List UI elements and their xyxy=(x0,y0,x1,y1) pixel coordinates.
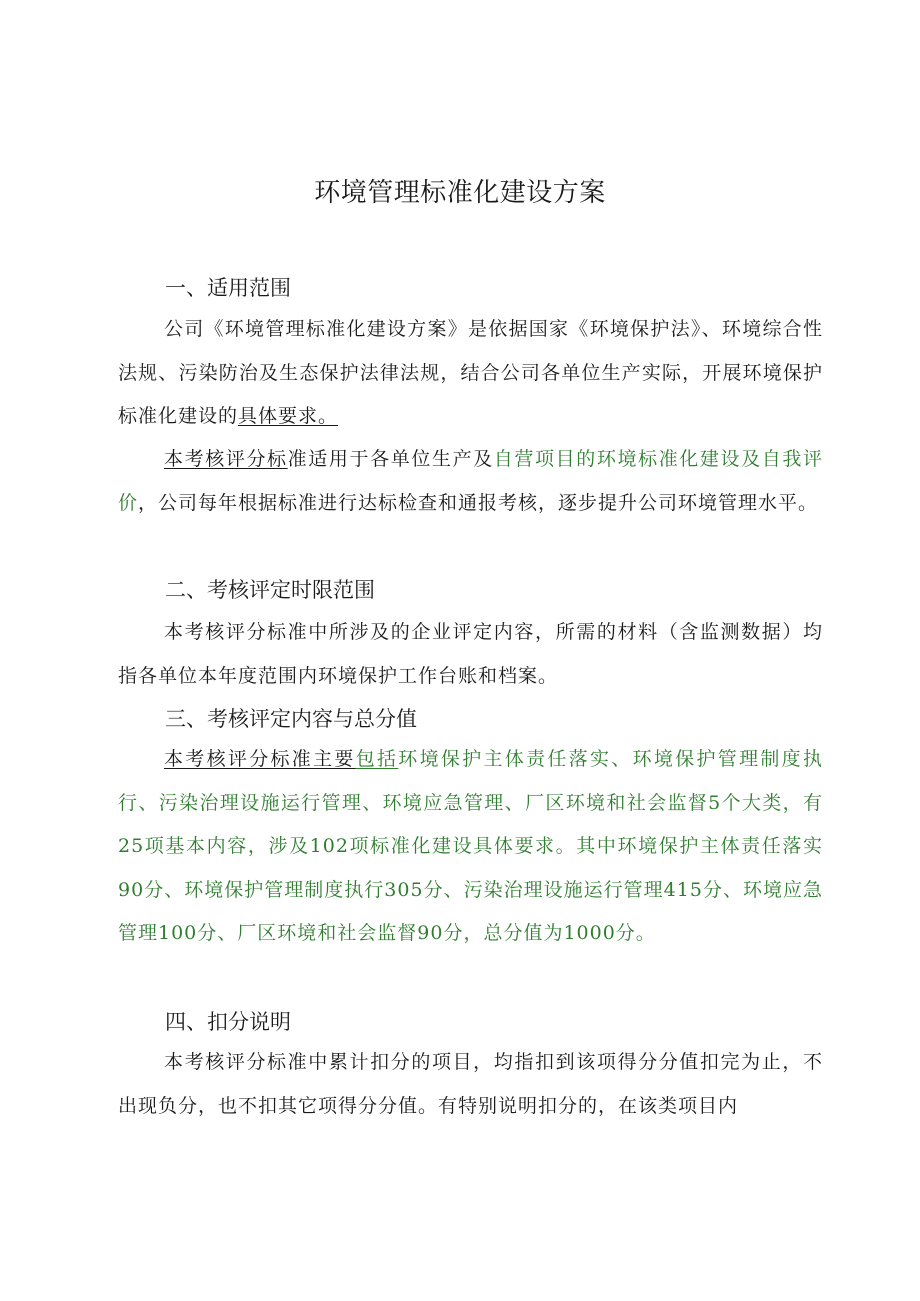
section-3-heading: 三、考核评定内容与总分值 xyxy=(165,707,417,731)
section-4-heading: 四、扣分说明 xyxy=(165,1010,291,1034)
section-3-paragraph-1-underlined: 本考核评分标准主要 xyxy=(164,748,356,770)
section-3-paragraph-1-green: 环境保护主体责任落实、环境保护管理制度执行、污染治理设施运行管理、环境应急管理、厂区环境和社会监督5个大类，有25项基本内容，涉及102项标准化建设具体要求。其中环境保护主体责任落实90分、环境保护管理制度执行305分、污染治理设施运行管理415分、环境应急管理100分、厂区环境和社会监督90分，总分值为1000分。 xyxy=(118,748,823,944)
section-3-paragraph-1-underlined-green: 包括 xyxy=(355,748,399,770)
section-1-paragraph-2-text-b: ，公司每年根据标准进行达标检查和通报考核，逐步提升公司环境管理水平。 xyxy=(138,491,819,514)
section-1-paragraph-2-text-a: 准适用于各单位生产及 xyxy=(287,448,494,470)
section-1-paragraph-1-text: 公司《环境管理标准化建设方案》是依据国家《环境保护法》、环境综合性法规、污染防治及生态保护法律法规，结合公司各单位生产实际，开展环境保护标准化建设的 xyxy=(118,318,823,427)
section-1-paragraph-2-underlined: 本考核评分标 xyxy=(164,448,288,470)
section-1-paragraph-2 xyxy=(118,438,823,525)
section-3-paragraph-1 xyxy=(118,738,823,956)
section-2-heading: 二、考核评定时限范围 xyxy=(165,578,375,602)
section-1-paragraph-1-underlined: 具体要求。 xyxy=(238,405,339,427)
section-4-paragraph-1: 本考核评分标准中累计扣分的项目，均指扣到该项得分分值扣完为止，不出现负分，也不扣其它项得分分值。有特别说明扣分的，在该类项目内 xyxy=(118,1051,823,1117)
document-title: 环境管理标准化建设方案 xyxy=(314,178,606,208)
section-1-paragraph-2-green: 自营项目的环境标准化建设及自我评价 xyxy=(118,448,823,514)
section-2-paragraph-1: 本考核评分标准中所涉及的企业评定内容，所需的材料（含监测数据）均指各单位本年度范围内环境保护工作台账和档案。 xyxy=(118,621,823,687)
section-1-paragraph-1 xyxy=(118,308,823,439)
section-1-heading: 一、适用范围 xyxy=(165,276,291,300)
